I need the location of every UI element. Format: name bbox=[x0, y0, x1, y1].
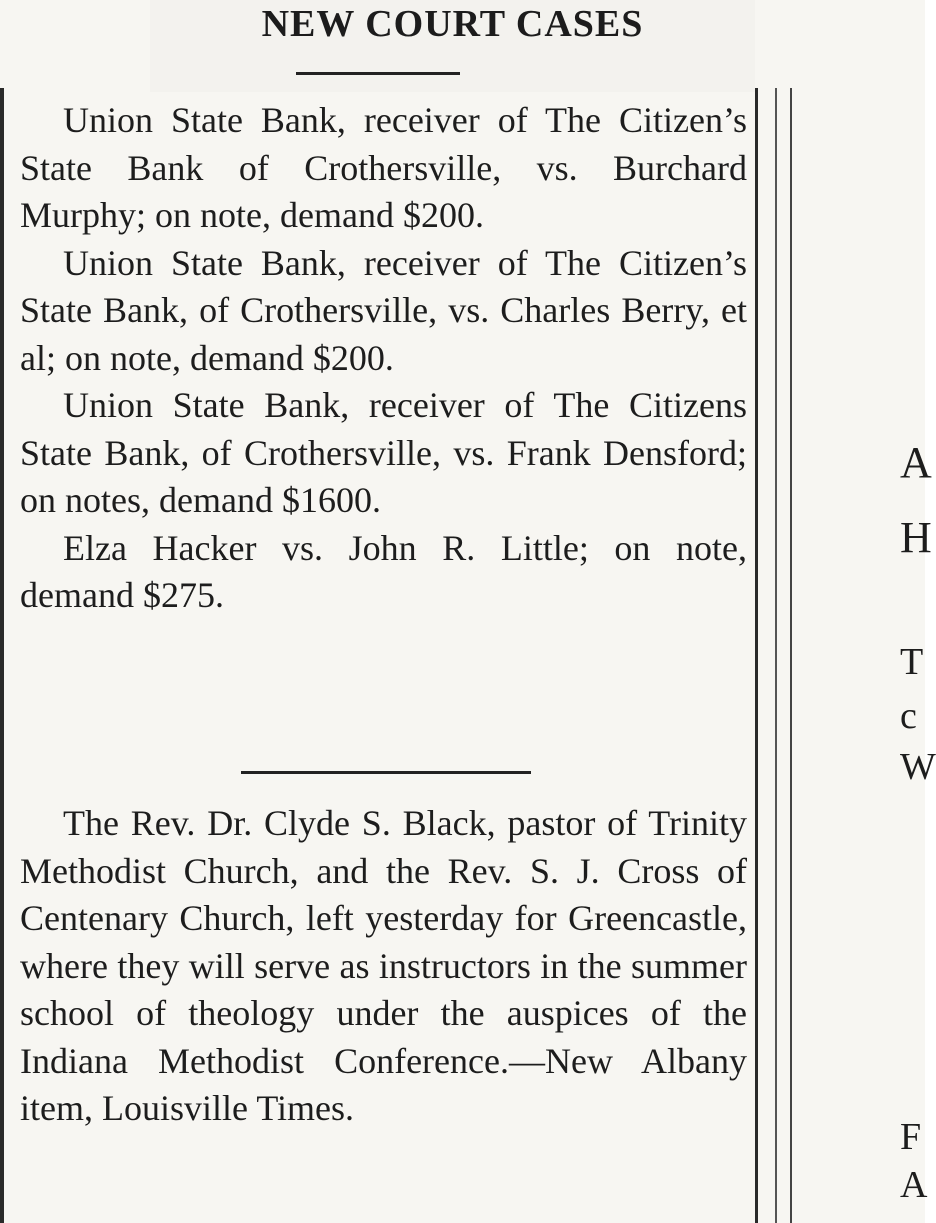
news-item bbox=[20, 800, 747, 1133]
adjacent-column-fragment: A bbox=[900, 438, 932, 487]
court-case-item: Union State Bank, receiver of The Citizen’s State Bank, of Crothersville, vs. Charles Berry, et al; on note, demand $200. bbox=[20, 242, 747, 378]
court-cases-list bbox=[20, 97, 747, 620]
court-case-item: Union State Bank, receiver of The Citizens State Bank, of Crothersville, vs. Frank Densford; on notes, demand $1600. bbox=[20, 385, 747, 520]
adjacent-column-fragment: F bbox=[900, 1116, 922, 1158]
news-item-text: The Rev. Dr. Clyde S. Black, pastor of Trinity Methodist Church, and the Rev. S. J. Cross of Centenary Church, left yesterday for Greencastle, where they will serve as instructors in the summer school of theology under the auspices of the Indiana Methodist Conference.—New Albany item, Louisville Times. bbox=[20, 803, 747, 1128]
column-border-left bbox=[0, 88, 4, 1223]
adjacent-column-fragment: W bbox=[900, 746, 936, 788]
column-border-right bbox=[755, 88, 758, 1223]
column-separator bbox=[775, 88, 777, 1223]
section-rule bbox=[241, 771, 531, 774]
court-case-item: Elza Hacker vs. John R. Little; on note, demand $275. bbox=[20, 527, 747, 615]
column-separator-outer bbox=[790, 88, 792, 1223]
adjacent-column-fragment: T bbox=[900, 641, 924, 683]
adjacent-column-fragment: c bbox=[900, 695, 917, 737]
adjacent-column-fragment: A bbox=[900, 1164, 928, 1206]
headline: NEW COURT CASES bbox=[261, 3, 644, 45]
adjacent-column-fragment: H bbox=[900, 513, 932, 562]
headline-rule bbox=[296, 72, 460, 75]
court-case-item: Union State Bank, receiver of The Citizen’s State Bank of Crothersville, vs. Burchard Murphy; on note, demand $200. bbox=[20, 100, 747, 235]
